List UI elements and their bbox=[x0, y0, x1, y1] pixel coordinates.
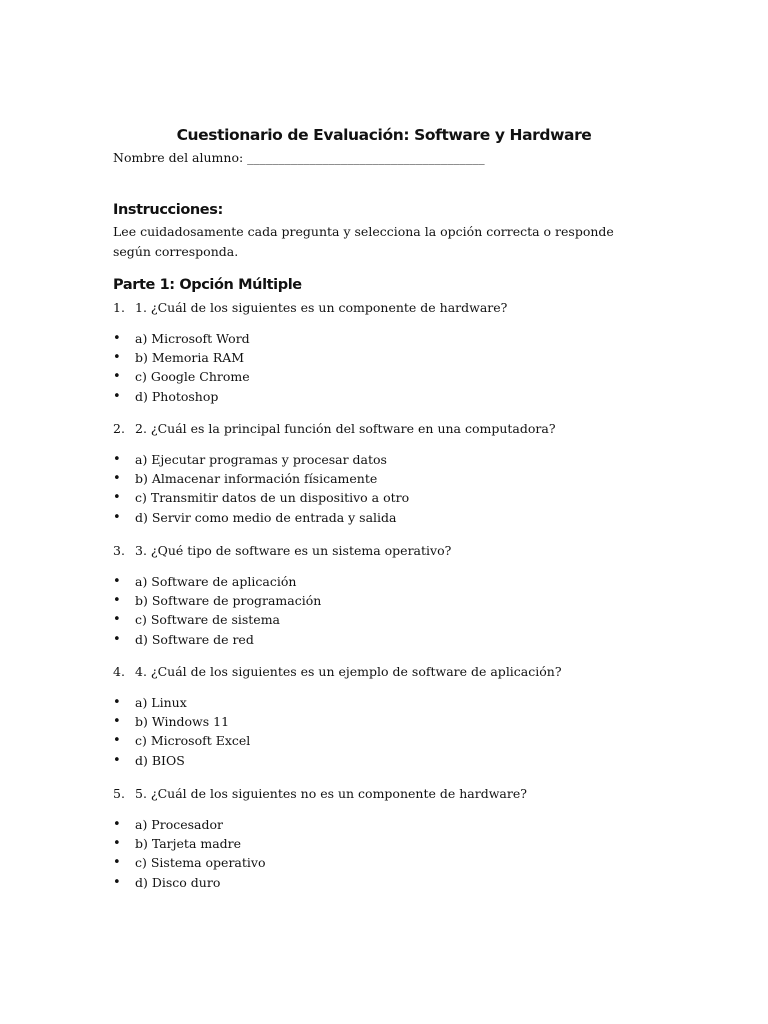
bullet-icon: • bbox=[113, 714, 121, 730]
option-label: c) Transmitir datos de un dispositivo a otro bbox=[135, 490, 410, 506]
question-prompt: 2. ¿Cuál es la principal función del software en una computadora? bbox=[135, 421, 556, 436]
option-label: d) BIOS bbox=[135, 752, 185, 768]
bullet-icon: • bbox=[113, 631, 121, 647]
option-label: a) Software de aplicación bbox=[135, 574, 297, 589]
question-text bbox=[113, 541, 673, 561]
option-label: c) Software de sistema bbox=[135, 612, 281, 628]
option-label: c) Google Chrome bbox=[135, 369, 250, 385]
question-text bbox=[113, 784, 673, 804]
option-label: a) Procesador bbox=[135, 817, 223, 832]
bullet-icon: • bbox=[113, 855, 121, 871]
bullet-icon: • bbox=[113, 612, 121, 628]
question-number: 1. bbox=[113, 300, 125, 315]
instructions-text: Lee cuidadosamente cada pregunta y selecciona la opción correcta o responde según corresponda. bbox=[113, 224, 614, 259]
document-title: Cuestionario de Evaluación: Software y Hardware bbox=[176, 126, 592, 144]
bullet-icon: • bbox=[113, 593, 121, 609]
bullet-icon: • bbox=[113, 490, 121, 506]
question-number: 2. bbox=[113, 421, 125, 436]
question-prompt: 4. ¿Cuál de los siguientes es un ejemplo de software de aplicación? bbox=[135, 664, 562, 679]
option-label: c) Microsoft Excel bbox=[135, 733, 251, 749]
option-label: a) Microsoft Word bbox=[135, 331, 250, 346]
question-number: 4. bbox=[113, 664, 125, 679]
question-5 bbox=[113, 784, 673, 890]
question-text bbox=[113, 419, 673, 439]
question-prompt: 1. ¿Cuál de los siguientes es un componente de hardware? bbox=[135, 300, 508, 315]
option-label: b) Tarjeta madre bbox=[135, 836, 242, 852]
bullet-icon: • bbox=[113, 752, 121, 768]
option-label: d) Software de red bbox=[135, 631, 254, 647]
option-label: d) Disco duro bbox=[135, 874, 221, 890]
question-4 bbox=[113, 662, 673, 768]
option-label: b) Almacenar información físicamente bbox=[135, 471, 378, 487]
option-label: a) Ejecutar programas y procesar datos bbox=[135, 452, 387, 467]
question-number: 5. bbox=[113, 786, 125, 801]
bullet-icon: • bbox=[113, 350, 121, 366]
question-3 bbox=[113, 541, 673, 647]
bullet-icon: • bbox=[113, 452, 121, 467]
question-prompt: 5. ¿Cuál de los siguientes no es un componente de hardware? bbox=[135, 786, 527, 801]
bullet-icon: • bbox=[113, 836, 121, 852]
option-label: c) Sistema operativo bbox=[135, 855, 266, 871]
option-label: a) Linux bbox=[135, 695, 187, 710]
option-label: b) Memoria RAM bbox=[135, 350, 245, 366]
option-label: d) Servir como medio de entrada y salida bbox=[135, 509, 397, 525]
bullet-icon: • bbox=[113, 733, 121, 749]
option-label: d) Photoshop bbox=[135, 388, 219, 404]
question-text bbox=[113, 298, 673, 318]
question-text bbox=[113, 662, 673, 682]
bullet-icon: • bbox=[113, 817, 121, 832]
part1-heading: Parte 1: Opción Múltiple bbox=[113, 277, 302, 293]
bullet-icon: • bbox=[113, 331, 121, 346]
question-number: 3. bbox=[113, 543, 125, 558]
instructions-heading: Instrucciones: bbox=[113, 202, 223, 218]
option-label: b) Software de programación bbox=[135, 593, 322, 609]
question-prompt: 3. ¿Qué tipo de software es un sistema operativo? bbox=[135, 543, 452, 558]
student-name-line: Nombre del alumno: ______________________________________ bbox=[113, 150, 485, 165]
option-label: b) Windows 11 bbox=[135, 714, 230, 730]
question-1 bbox=[113, 298, 673, 404]
bullet-icon: • bbox=[113, 574, 121, 589]
bullet-icon: • bbox=[113, 509, 121, 525]
question-2 bbox=[113, 419, 673, 525]
bullet-icon: • bbox=[113, 695, 121, 710]
bullet-icon: • bbox=[113, 369, 121, 385]
bullet-icon: • bbox=[113, 388, 121, 404]
bullet-icon: • bbox=[113, 471, 121, 487]
bullet-icon: • bbox=[113, 874, 121, 890]
